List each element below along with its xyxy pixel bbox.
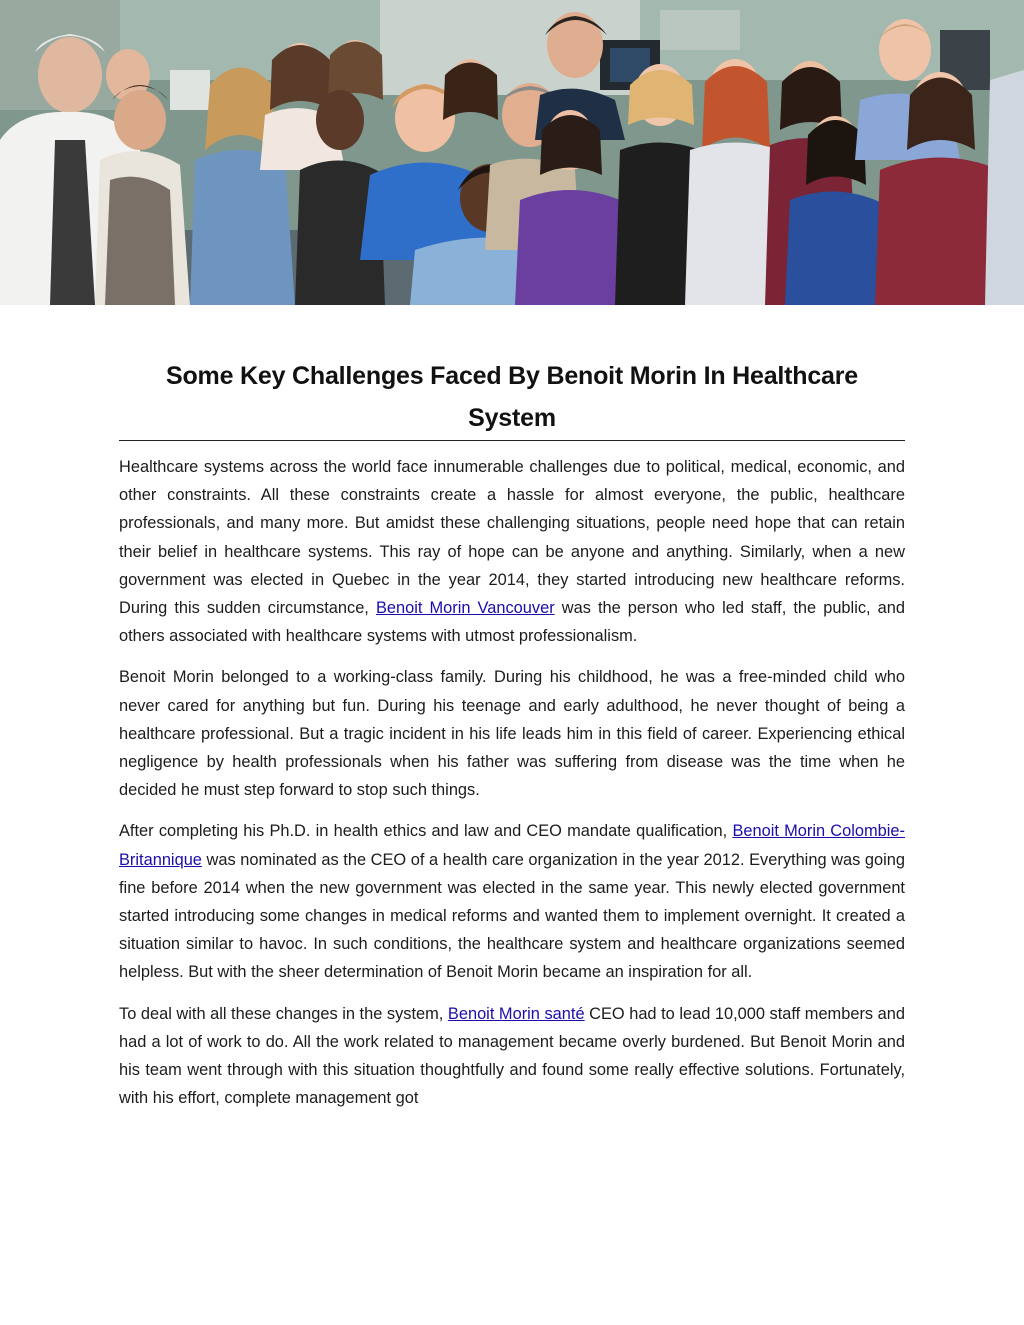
link-benoit-morin-vancouver[interactable]: Benoit Morin Vancouver [375,599,555,618]
paragraph-1 [119,453,905,650]
paragraph-4-text-after: CEO had to lead 10,000 staff members and had a lot of work to do. All the work related to management became overly burdened. But Benoit Morin and his team went through with this situation thoughtfully and found some really effective solutions. Fortunately, with his effort, complete management got [119,1004,905,1108]
paragraph-1-text-before: Healthcare systems across the world face innumerable challenges due to political, medical, economic, and other constraints. All these constraints create a hassle for almost everyone, the public, healthcare professionals, and many more. But amidst these challenging situations, people need hope that can retain their belief in healthcare systems. This ray of hope can be anyone and anything. Similarly, when a new government was elected in Quebec in the year 2014, they started introducing new healthcare reforms. During this sudden circumstance, [119,458,905,618]
group-photo-icon [0,0,1024,305]
paragraph-4-text-before: To deal with all these changes in the system, [119,1004,448,1023]
paragraph-3 [119,817,905,986]
link-benoit-morin-sante[interactable]: Benoit Morin santé [447,1004,585,1023]
paragraph-2-text: Benoit Morin belonged to a working-class family. During his childhood, he was a free-minded child who never cared for anything but fun. During his teenage and early adulthood, he never thought of being a healthcare professional. But a tragic incident in his life leads him in this field of career. Experiencing ethical negligence by health professionals when his father was suffering from disease was the time when he decided he must step forward to stop such things. [119,668,905,800]
paragraph-4 [119,1000,905,1113]
paragraph-1-text-after: was the person who led staff, the public, and others associated with healthcare systems with utmost professionalism. [119,599,905,646]
hero-group-photo [0,0,1024,305]
article [119,355,905,1125]
paragraph-3-text-after: was nominated as the CEO of a health care organization in the year 2012. Everything was going fine before 2014 when the new government was elected in the same year. This newly elected government started introducing some changes in medical reforms and wanted them to implement overnight. It created a situation similar to havoc. In such conditions, the healthcare system and healthcare organizations seemed helpless. But with the sheer determination of Benoit Morin became an inspiration for all. [119,850,905,982]
article-title: Some Key Challenges Faced By Benoit Morin In Healthcare System [119,355,905,441]
link-benoit-morin-colombie-britannique[interactable]: Benoit Morin Colombie-Britannique [119,822,906,869]
article-body [119,453,905,1112]
paragraph-2 [119,663,905,804]
paragraph-3-text-before: After completing his Ph.D. in health ethics and law and CEO mandate qualification, [119,822,733,841]
